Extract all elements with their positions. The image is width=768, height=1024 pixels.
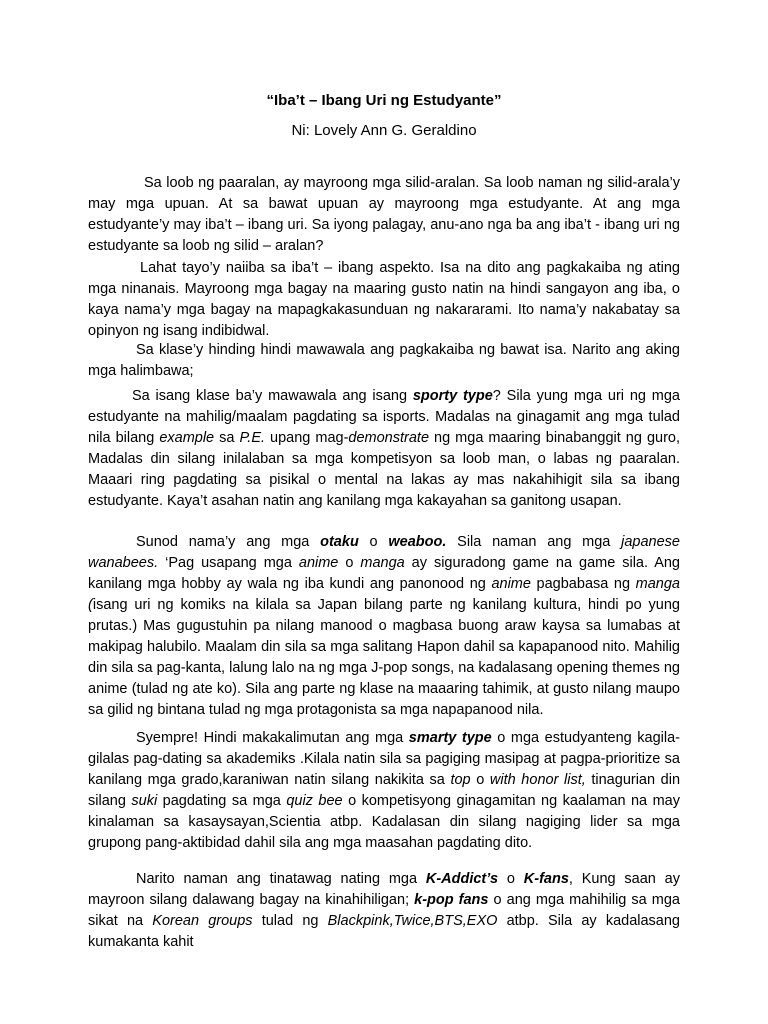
document-author: Ni: Lovely Ann G. Geraldino [291,122,477,139]
paragraph-smarty-type: Syempre! Hindi makakalimutan ang mga smarty type o mga estudyanteng kagila-gilalas pag-dating sa akademiks .Kilala natin sila sa pagiging masipag at pagpa-prioritize sa kanilang mga grado,karaniwan natin silang nakikita sa top o with honor list, tinagurian din silang suki pagdating sa mga quiz bee o kompetisyong ginagamitan ng kaalaman na may kinalaman sa kasaysayan,Scientia atbp. Kadalasan din silang nagiging lider sa mga grupong pang-aktibidad dahil sila ang mga maasahan pagdating dito. [88,730,681,851]
paragraph-intro: Sa loob ng paaralan, ay mayroong mga silid-aralan. Sa loob naman ng silid-arala’y may mga upuan. At sa bawat upuan ay mayroong mga estudyante. At ang mga estudyante’y may iba’t – ibang uri. Sa iyong palagay, anu-ano nga ba ang iba’t - ibang uri ng estudyante sa loob ng silid – aralan? [88,175,680,254]
paragraph-sporty-type: Sa isang klase ba’y mawawala ang isang sporty type? Sila yung mga uri ng mga estudyante na mahilig/maalam pagdating sa isports. Madalas na ginagamit ang mga tulad nila bilang example sa P.E. upang mag-demonstrate ng mga maaring binabanggit ng guro, Madalas din silang inilalaban sa mga kompetisyon sa loob man, o labas ng paaralan. Maaari ring pagdating sa pisikal o mental na lakas ay mas nakahihigit sila sa ibang estudyante. Kaya’t asahan natin ang kanilang mga kakayahan sa ganitong usapan. [88,388,681,509]
paragraph-otaku: Sunod nama’y ang mga otaku o weaboo. Sila naman ang mga japanese wanabees. ‘Pag usapang mga anime o manga ay siguradong game na game sila. Ang kanilang mga hobby ay wala ng iba kundi ang panonood ng anime pagbabasa ng manga (isang uri ng komiks na kilala sa Japan bilang parte ng kanilang kultura, hindi po yung prutas.) Mas gugustuhin pa nilang manood o magbasa buong araw kaysa sa lumabas at makipag halubilo. Maalam din sila sa mga salitang Hapon dahil sa kapapanood nito. Mahilig din sila sa pag-kanta, lalung lalo na ng mga J-pop songs, na kadalasang opening themes ng anime (tulad ng ate ko). Sila ang parte ng klase na maaaring tahimik, at gusto nilang maupo sa gilid ng bintana tulad ng mga protagonista sa mga napapanood nila. [88,534,680,718]
paragraph-k-fans: Narito naman ang tinatawag nating mga K-Addict’s o K-fans, Kung saan ay mayroon silang dalawang bagay na kinahihiligan; k-pop fans o ang mga mahihilig sa mga sikat na Korean groups tulad ng Blackpink,Twice,BTS,EXO atbp. Sila ay kadalasang kumakanta kahit [88,871,680,950]
paragraph-examples-intro: Sa klase’y hinding hindi mawawala ang pagkakaiba ng bawat isa. Narito ang aking mga halimbawa; [88,342,680,379]
paragraph-aspects: Lahat tayo’y naiiba sa iba’t – ibang aspekto. Isa na dito ang pagkakaiba ng ating mga ninanais. Mayroong mga bagay na maaring gusto natin na hindi sangayon ang iba, o kaya nama’y mga bagay na mapagkakasunduan ng nakararami. Ito nama’y nakabatay sa opinyon ng isang indibidwal. [88,260,680,339]
document-title: “Iba’t – Ibang Uri ng Estudyante” [266,92,502,109]
